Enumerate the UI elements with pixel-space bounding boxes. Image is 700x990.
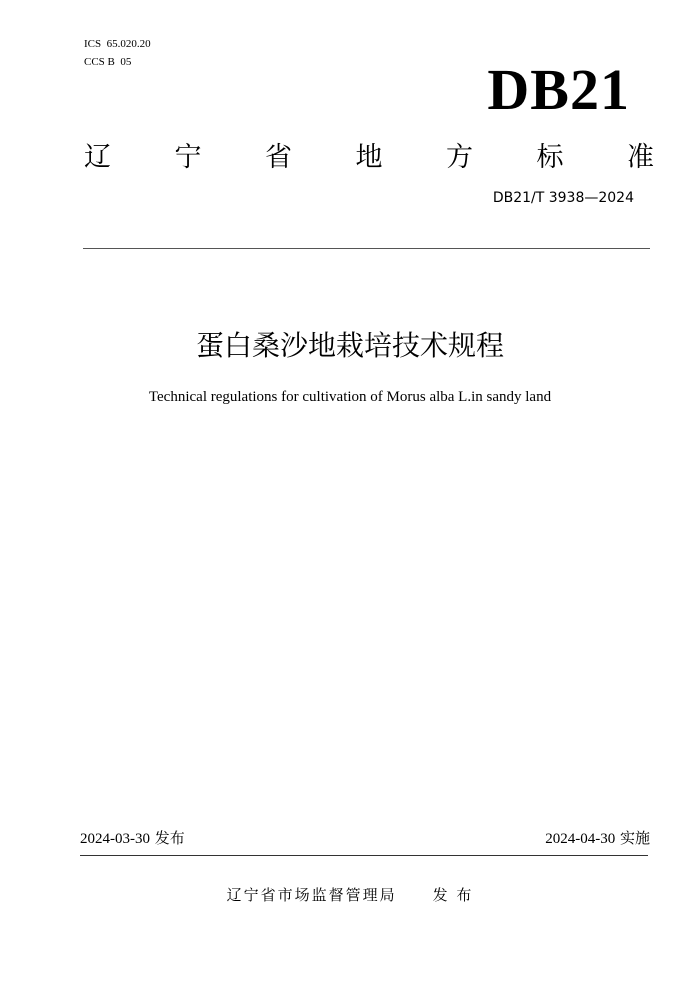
bottom-divider xyxy=(80,855,648,856)
publish-label: 发布 xyxy=(154,829,185,847)
heading-char: 省 xyxy=(265,141,292,173)
document-title-english: Technical regulations for cultivation of Morus alba L.in sandy land xyxy=(148,389,552,405)
implement-date-line xyxy=(545,827,650,848)
heading-char: 地 xyxy=(355,141,383,173)
issue-label: 发 布 xyxy=(432,886,474,904)
classification-codes xyxy=(84,35,151,71)
issuing-authority: 辽宁省市场监督管理局 xyxy=(226,886,397,904)
top-divider xyxy=(83,248,650,249)
implement-label: 实施 xyxy=(619,829,650,847)
issuer-line xyxy=(0,884,700,905)
heading-char: 宁 xyxy=(174,141,202,173)
publish-date: 2024-03-30 xyxy=(80,831,150,847)
standard-code-logo: DB21 xyxy=(487,57,630,122)
heading-char: 方 xyxy=(446,141,473,173)
publish-date-line xyxy=(80,827,185,848)
heading-char: 标 xyxy=(536,141,564,173)
ics-code: ICS 65.020.20 xyxy=(84,38,151,50)
document-title-chinese: 蛋白桑沙地栽培技术规程 xyxy=(195,329,504,362)
implement-date: 2024-04-30 xyxy=(545,831,616,847)
standard-type-heading xyxy=(84,134,654,174)
ccs-code: CCS B 05 xyxy=(84,56,132,68)
heading-char: 准 xyxy=(627,141,654,173)
heading-char: 辽 xyxy=(84,141,111,173)
standard-number: DB21/T 3938—2024 xyxy=(492,190,634,206)
